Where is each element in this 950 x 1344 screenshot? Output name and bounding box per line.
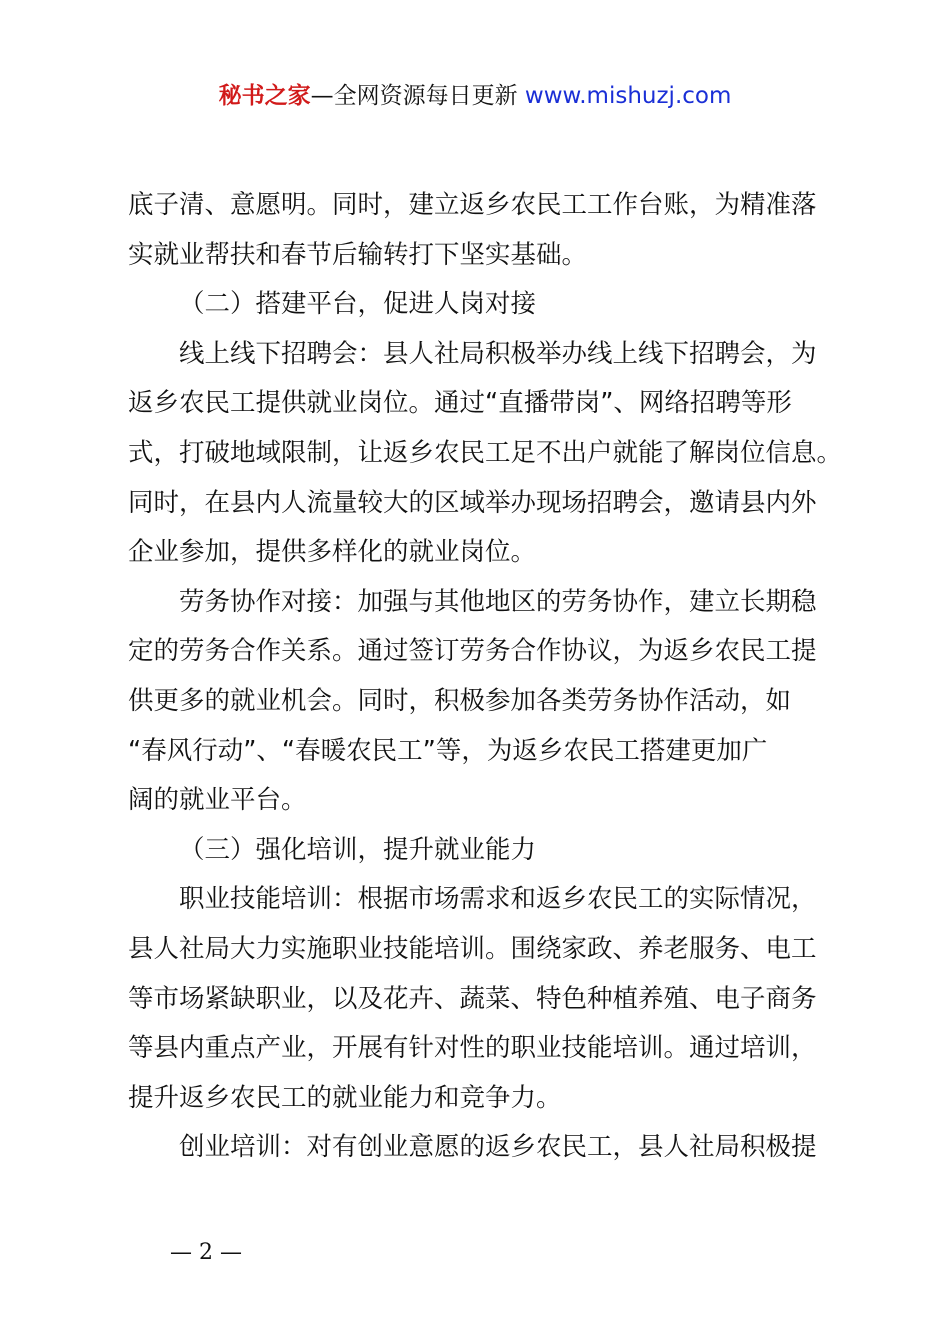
paragraph-line: 劳务协作对接：加强与其他地区的劳务协作，建立长期稳 (179, 586, 817, 617)
paragraph-line: 提升返乡农民工的就业能力和竞争力。 (128, 1082, 562, 1113)
paragraph-line: 等市场紧缺职业，以及花卉、蔬菜、特色种植养殖、电子商务 (128, 983, 817, 1014)
document-body (128, 181, 843, 1173)
paragraph-line: 供更多的就业机会。同时，积极参加各类劳务协作活动，如 (128, 685, 792, 716)
section-heading: （三）强化培训，提升就业能力 (179, 834, 537, 865)
paragraph-line: 底子清、意愿明。同时，建立返乡农民工工作台账，为精准落 (128, 190, 817, 220)
section-heading: （二）搭建平台，促进人岗对接 (179, 289, 537, 320)
paragraph-line: “春风行动”、“春暖农民工”等，为返乡农民工搭建更加广 (128, 735, 768, 766)
site-url-link[interactable]: www.mishuzj.com (524, 83, 732, 109)
paragraph-line: 县人社局大力实施职业技能培训。围绕家政、养老服务、电工 (128, 933, 817, 964)
paragraph-line: 式，打破地域限制，让返乡农民工足不出户就能了解岗位信息。 (128, 437, 843, 468)
paragraph-line: 创业培训：对有创业意愿的返乡农民工，县人社局积极提 (179, 1132, 817, 1163)
paragraph-line: 阔的就业平台。 (128, 785, 307, 816)
site-tagline: —全网资源每日更新 (310, 83, 518, 109)
site-header (0, 80, 950, 112)
paragraph-line: 等县内重点产业，开展有针对性的职业技能培训。通过培训， (128, 1033, 817, 1064)
paragraph-line: 企业参加，提供多样化的就业岗位。 (128, 537, 537, 568)
page-number: — 2 — (170, 1240, 242, 1265)
paragraph-line: 职业技能培训：根据市场需求和返乡农民工的实际情况， (179, 884, 817, 915)
paragraph-line: 返乡农民工提供就业岗位。通过“直播带岗”、网络招聘等形 (128, 388, 792, 419)
paragraph-line: 线上线下招聘会：县人社局积极举办线上线下招聘会，为 (179, 338, 817, 369)
paragraph-line: 同时，在县内人流量较大的区域举办现场招聘会，邀请县内外 (128, 487, 817, 518)
paragraph-line: 实就业帮扶和春节后输转打下坚实基础。 (128, 239, 588, 270)
paragraph-line: 定的劳务合作关系。通过签订劳务合作协议，为返乡农民工提 (128, 636, 817, 667)
site-brand: 秘书之家 (218, 83, 311, 109)
